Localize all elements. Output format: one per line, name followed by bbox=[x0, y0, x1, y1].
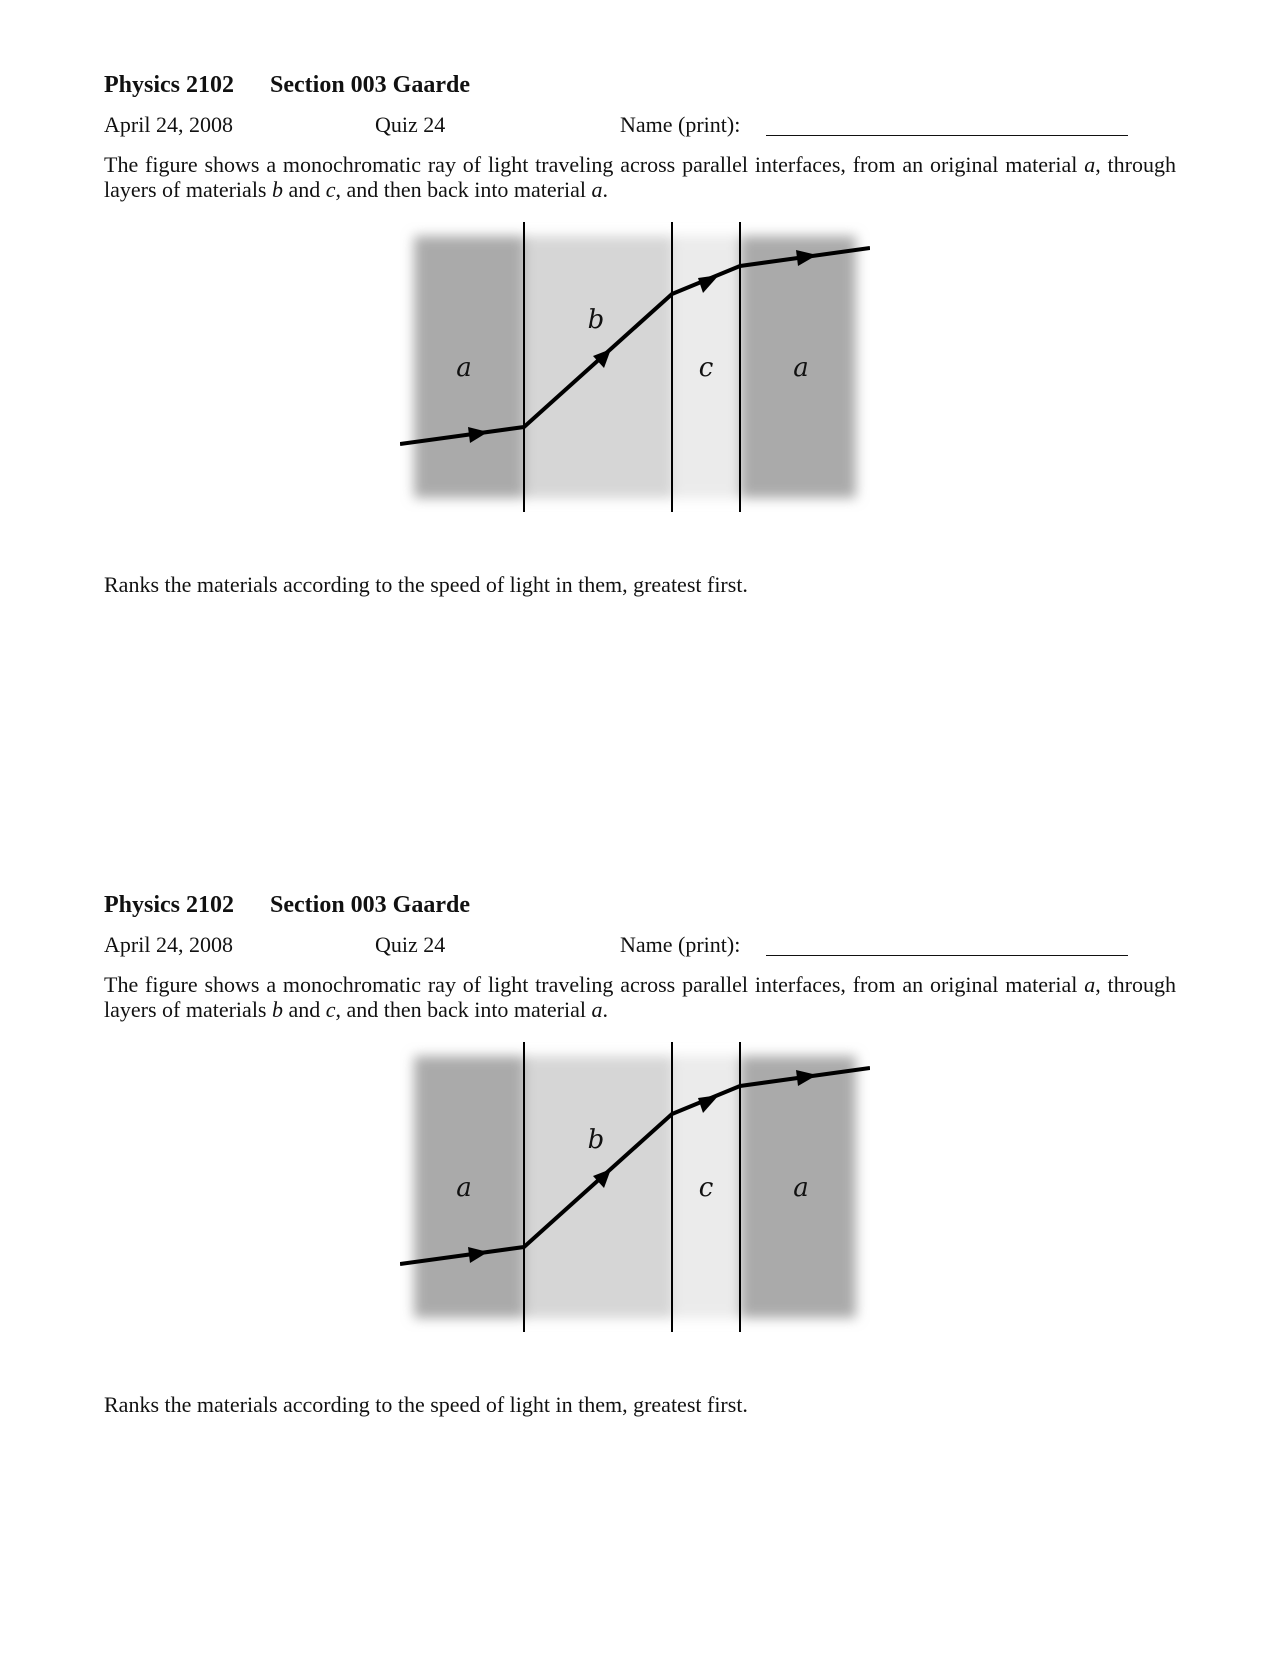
material-symbol: b bbox=[272, 177, 283, 202]
material-symbol: a bbox=[1084, 152, 1096, 177]
quiz-date: April 24, 2008 bbox=[104, 112, 233, 137]
problem-description bbox=[104, 152, 1176, 202]
layer-b bbox=[524, 1056, 672, 1318]
quiz-section-1 bbox=[0, 0, 1280, 820]
material-symbol: a bbox=[591, 177, 603, 202]
problem-description bbox=[104, 972, 1176, 1022]
question-text: Ranks the materials according to the speed of light in them, greatest first. bbox=[104, 1392, 748, 1417]
material-symbol: c bbox=[325, 997, 336, 1022]
description-text: , and then back into material bbox=[335, 997, 592, 1022]
quiz-header-title bbox=[104, 72, 470, 99]
label-material-b: b bbox=[587, 305, 605, 335]
description-text: . bbox=[602, 177, 608, 202]
refraction-figure bbox=[400, 222, 870, 512]
label-material-b: b bbox=[587, 1125, 605, 1155]
label-material-c: c bbox=[698, 1173, 714, 1203]
question-text: Ranks the materials according to the speed of light in them, greatest first. bbox=[104, 572, 748, 597]
quiz-date: April 24, 2008 bbox=[104, 932, 233, 957]
material-symbol: a bbox=[591, 997, 603, 1022]
material-symbol: b bbox=[272, 997, 283, 1022]
section-title: Section 003 Gaarde bbox=[270, 72, 470, 98]
quiz-section-2 bbox=[0, 820, 1280, 1640]
description-text: and bbox=[283, 997, 326, 1022]
material-symbol: a bbox=[1084, 972, 1096, 997]
course-title: Physics 2102 bbox=[104, 72, 235, 98]
description-text: , and then back into material bbox=[335, 177, 592, 202]
description-text: , through layers of materials bbox=[104, 152, 1176, 202]
name-label: Name (print): bbox=[620, 932, 741, 957]
description-text: The figure shows a monochromatic ray of light traveling across parallel interfaces, from an original material bbox=[104, 972, 1085, 997]
description-text: , through layers of materials bbox=[104, 972, 1176, 1022]
quiz-number: Quiz 24 bbox=[375, 932, 446, 957]
material-symbol: c bbox=[325, 177, 336, 202]
refraction-diagram bbox=[400, 222, 870, 512]
description-text: The figure shows a monochromatic ray of light traveling across parallel interfaces, from an original material bbox=[104, 152, 1085, 177]
name-blank-line[interactable] bbox=[766, 135, 1128, 136]
quiz-header-title bbox=[104, 892, 470, 919]
quiz-number: Quiz 24 bbox=[375, 112, 446, 137]
label-material-a-right: a bbox=[793, 353, 809, 383]
name-label: Name (print): bbox=[620, 112, 741, 137]
section-title: Section 003 Gaarde bbox=[270, 892, 470, 918]
refraction-diagram bbox=[400, 1042, 870, 1332]
label-material-c: c bbox=[698, 353, 714, 383]
label-material-a-right: a bbox=[793, 1173, 809, 1203]
description-text: and bbox=[283, 177, 326, 202]
label-material-a-left: a bbox=[456, 353, 472, 383]
refraction-figure bbox=[400, 1042, 870, 1332]
label-material-a-left: a bbox=[456, 1173, 472, 1203]
layer-b bbox=[524, 236, 672, 498]
course-title: Physics 2102 bbox=[104, 892, 235, 918]
description-text: . bbox=[602, 997, 608, 1022]
name-blank-line[interactable] bbox=[766, 955, 1128, 956]
